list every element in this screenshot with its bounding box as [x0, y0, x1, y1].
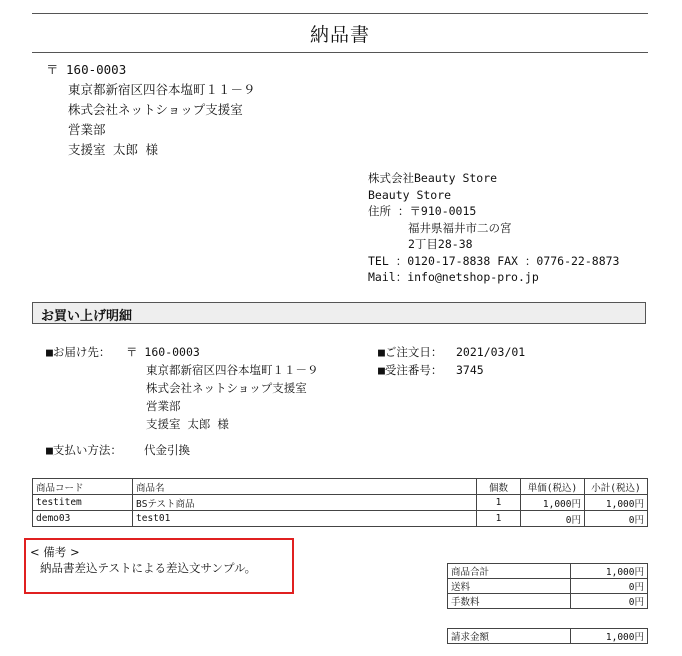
top-rule	[32, 13, 648, 14]
item-subtotal: 1,000円	[585, 495, 648, 511]
shop-company: 株式会社Beauty Store	[368, 171, 498, 185]
grand-total-row	[448, 629, 648, 644]
delivery-name: 支援室 太郎 様	[146, 417, 229, 431]
totals-table	[447, 563, 648, 609]
header-quantity: 個数	[477, 479, 521, 495]
payment-method: 代金引換	[144, 443, 190, 457]
header-item-name: 商品名	[133, 479, 477, 495]
shipping-label: 送料	[448, 579, 571, 594]
header-subtotal: 小計(税込)	[585, 479, 648, 495]
payment-label: ■支払い方法：	[46, 443, 122, 457]
notes-box	[24, 538, 294, 594]
document-title: 納品書	[309, 24, 370, 46]
table-row	[33, 495, 648, 511]
shipping-row	[448, 579, 648, 594]
delivery-block	[46, 343, 319, 433]
order-date-row	[378, 343, 525, 361]
items-header-row	[33, 479, 648, 495]
header-unit-price: 単価(税込)	[521, 479, 585, 495]
payment-row	[46, 442, 190, 458]
recipient-department: 営業部	[68, 122, 106, 137]
subtotal-label: 商品合計	[448, 564, 571, 579]
shop-tel-fax: TEL ：0120-17-8838 FAX ：0776-22-8873	[368, 253, 620, 268]
notes-title: < 備考 >	[30, 545, 80, 559]
shop-postal: 〒910-0015	[409, 204, 477, 218]
item-name: test01	[133, 511, 477, 527]
table-row	[33, 511, 648, 527]
order-number: 3745	[456, 363, 484, 377]
shop-info	[368, 170, 619, 286]
order-date-label: ■ご注文日：	[378, 345, 443, 359]
delivery-company: 株式会社ネットショップ支援室	[146, 381, 307, 395]
item-subtotal: 0円	[585, 511, 648, 527]
shop-address2: 2丁目28-38	[408, 237, 473, 251]
subtotal-row	[448, 564, 648, 579]
fee-label: 手数料	[448, 594, 571, 609]
title-underline	[32, 52, 648, 53]
shop-address-label: 住所 ：	[368, 204, 410, 218]
order-number-label: ■受注番号：	[378, 363, 443, 377]
delivery-department: 営業部	[146, 399, 181, 413]
fee-value: 0円	[571, 594, 648, 609]
item-unit-price: 0円	[521, 511, 585, 527]
details-section-title: お買い上げ明細	[32, 302, 646, 324]
recipient-block	[46, 60, 256, 160]
fee-row	[448, 594, 648, 609]
item-code: testitem	[33, 495, 133, 511]
items-table	[32, 478, 648, 527]
grand-total-value: 1,000円	[571, 629, 648, 644]
delivery-postal-row	[46, 343, 319, 361]
shop-mail: Mail：info@netshop-pro.jp	[368, 270, 539, 284]
shop-name: Beauty Store	[368, 187, 452, 202]
grand-total-table	[447, 628, 648, 644]
item-quantity: 1	[477, 495, 521, 511]
shop-address1: 福井県福井市二の宮	[408, 220, 512, 235]
notes-body: 納品書差込テストによる差込文サンプル。	[40, 561, 257, 575]
order-date: 2021/03/01	[456, 345, 526, 359]
delivery-address: 東京都新宿区四谷本塩町１１－９	[146, 363, 319, 377]
shipping-value: 0円	[571, 579, 648, 594]
order-info	[378, 343, 525, 379]
shop-address-row	[368, 203, 619, 220]
item-code: demo03	[33, 511, 133, 527]
recipient-company: 株式会社ネットショップ支援室	[68, 102, 243, 117]
delivery-postal: 〒 160-0003	[126, 345, 200, 359]
subtotal-value: 1,000円	[571, 564, 648, 579]
header-item-code: 商品コード	[33, 479, 133, 495]
order-number-row	[378, 361, 525, 379]
item-name: BSテスト商品	[133, 495, 477, 511]
item-unit-price: 1,000円	[521, 495, 585, 511]
delivery-label: ■お届け先：	[46, 345, 111, 359]
grand-total-label: 請求金額	[448, 629, 571, 644]
recipient-address: 東京都新宿区四谷本塩町１１－９	[68, 82, 256, 97]
recipient-name: 支援室 太郎 様	[68, 142, 159, 157]
item-quantity: 1	[477, 511, 521, 527]
recipient-postal: 〒 160-0003	[46, 62, 127, 77]
